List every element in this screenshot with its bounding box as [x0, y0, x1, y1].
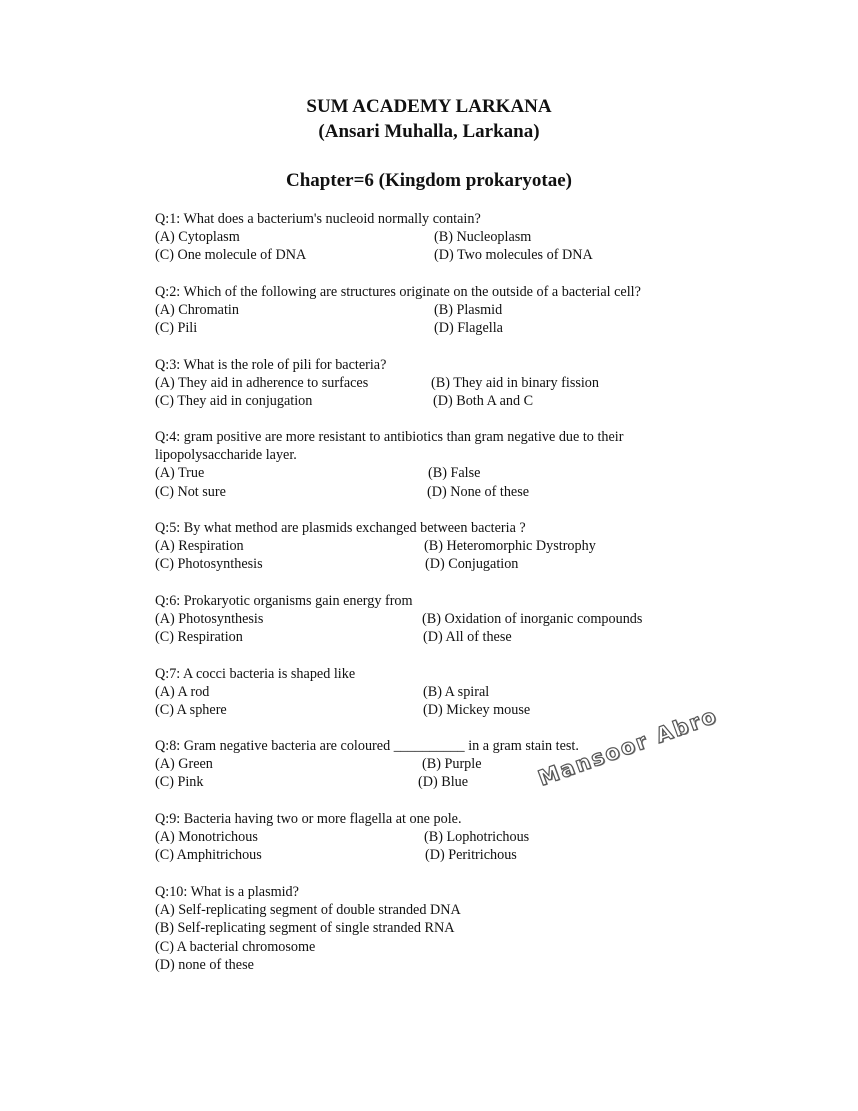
option-b: (B) Nucleoplasm — [434, 229, 532, 246]
option-c: (C) Pili — [155, 320, 198, 337]
question-4 — [155, 428, 715, 501]
option-a: (A) Chromatin — [155, 302, 239, 319]
question-text: Q:4: gram positive are more resistant to antibiotics than gram negative due to their — [155, 429, 624, 445]
option-c: (C) A sphere — [155, 702, 227, 719]
option-b: (B) Heteromorphic Dystrophy — [424, 538, 596, 555]
question-text: Q:3: What is the role of pili for bacteria? — [155, 357, 387, 373]
option-c: (C) Pink — [155, 774, 204, 791]
option-d: (D) Conjugation — [425, 556, 519, 573]
question-text: Q:7: A cocci bacteria is shaped like — [155, 666, 356, 682]
option-b: (B) Purple — [422, 756, 482, 773]
option-a: (A) A rod — [155, 684, 210, 701]
question-6 — [155, 592, 715, 647]
option-b: (B) Self-replicating segment of single stranded RNA — [155, 920, 455, 937]
option-c: (C) Respiration — [155, 629, 243, 646]
option-d: (D) All of these — [423, 629, 512, 646]
option-c: (C) Not sure — [155, 483, 226, 500]
option-c: (C) Amphitrichous — [155, 847, 262, 864]
question-text: Q:1: What does a bacterium's nucleoid normally contain? — [155, 211, 481, 227]
option-c: (C) One molecule of DNA — [155, 247, 307, 264]
option-c: (C) They aid in conjugation — [155, 393, 313, 410]
question-text: Q:8: Gram negative bacteria are coloured __________ in a gram stain test. — [155, 738, 579, 754]
option-c: (C) Photosynthesis — [155, 556, 263, 573]
academy-title: SUM ACADEMY LARKANA — [306, 96, 552, 117]
question-10 — [155, 883, 715, 974]
option-a: (A) They aid in adherence to surfaces — [155, 375, 369, 392]
question-2 — [155, 283, 715, 338]
option-a: (A) Cytoplasm — [155, 229, 240, 246]
watermark: Mansoor Abro — [535, 703, 721, 791]
option-d: (D) Blue — [418, 774, 469, 791]
option-b: (B) They aid in binary fission — [431, 375, 599, 392]
option-b: (B) Lophotrichous — [424, 829, 530, 846]
option-d: (D) None of these — [427, 483, 530, 500]
option-d: (D) Peritrichous — [425, 847, 517, 864]
option-a: (A) Self-replicating segment of double stranded DNA — [155, 902, 461, 919]
question-5 — [155, 519, 715, 574]
question-text: Q:6: Prokaryotic organisms gain energy from — [155, 593, 413, 609]
option-b: (B) A spiral — [423, 684, 490, 701]
question-text: Q:10: What is a plasmid? — [155, 884, 299, 900]
question-7 — [155, 665, 715, 720]
question-3 — [155, 356, 715, 411]
option-a: (A) True — [155, 465, 205, 482]
academy-address: (Ansari Muhalla, Larkana) — [318, 121, 540, 142]
option-d: (D) Both A and C — [433, 393, 534, 410]
option-d: (D) Mickey mouse — [423, 702, 531, 719]
option-a: (A) Photosynthesis — [155, 611, 264, 628]
option-c: (C) A bacterial chromosome — [155, 938, 316, 955]
option-b: (B) Oxidation of inorganic compounds — [422, 611, 643, 628]
option-a: (A) Green — [155, 756, 213, 773]
option-b: (B) False — [428, 465, 481, 482]
question-text: Q:5: By what method are plasmids exchanged between bacteria ? — [155, 520, 526, 536]
option-a: (A) Monotrichous — [155, 829, 258, 846]
question-1 — [155, 210, 715, 265]
question-text: Q:9: Bacteria having two or more flagella at one pole. — [155, 811, 462, 827]
question-text-continued: lipopolysaccharide layer. — [155, 447, 297, 464]
option-d: (D) Flagella — [434, 320, 503, 337]
option-b: (B) Plasmid — [434, 302, 503, 319]
option-d: (D) none of these — [155, 956, 254, 973]
option-a: (A) Respiration — [155, 538, 244, 555]
question-text: Q:2: Which of the following are structures originate on the outside of a bacterial cell? — [155, 284, 641, 300]
chapter-title: Chapter=6 (Kingdom prokaryotae) — [286, 170, 572, 191]
option-d: (D) Two molecules of DNA — [434, 247, 593, 264]
question-9 — [155, 810, 715, 865]
